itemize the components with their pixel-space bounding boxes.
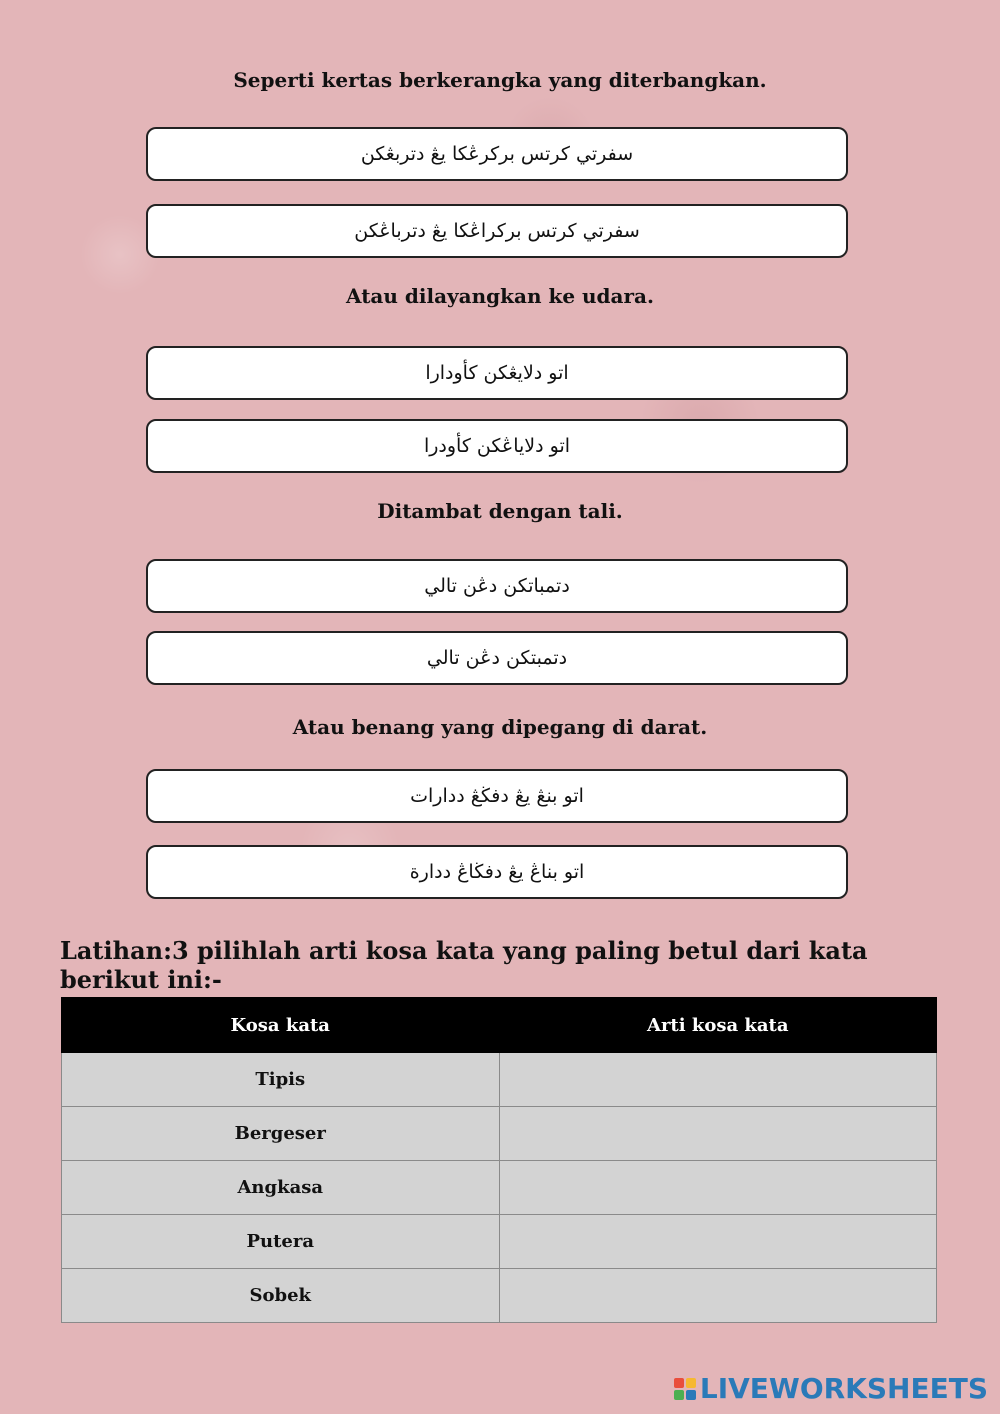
table-row — [62, 1215, 937, 1269]
table-row — [62, 1161, 937, 1215]
logo-tile — [674, 1378, 684, 1388]
vocab-word: Putera — [62, 1215, 500, 1269]
brand-text: LIVEWORKSHEETS — [699, 1372, 988, 1405]
logo-tile — [686, 1378, 696, 1388]
question-1-option-b[interactable]: سفرتي كرتس بركراڠكا يڠ دترباڠكن — [146, 204, 848, 258]
logo-tile — [674, 1390, 684, 1400]
question-3-option-b[interactable]: دتمبتكن دڠن تالي — [146, 631, 848, 685]
vocab-word: Sobek — [62, 1269, 500, 1323]
question-3-prompt: Ditambat dengan tali. — [377, 499, 623, 523]
liveworksheets-logo-icon — [674, 1378, 696, 1400]
question-4-option-a[interactable]: اتو بنڠ يڠ دفڬڠ ددارات — [146, 769, 848, 823]
answer-input[interactable] — [499, 1161, 937, 1215]
column-header-word: Kosa kata — [62, 998, 500, 1053]
table-row — [62, 1107, 937, 1161]
vocab-word: Tipis — [62, 1053, 500, 1107]
table-header-row — [62, 998, 937, 1053]
question-4-prompt: Atau benang yang dipegang di darat. — [292, 715, 708, 739]
question-4-option-b[interactable]: اتو بناڠ يڠ دفڬاڠ ددارة — [146, 845, 848, 899]
liveworksheets-brand — [674, 1372, 988, 1405]
question-1-prompt: Seperti kertas berkerangka yang diterbangkan. — [233, 68, 767, 92]
question-3-option-a[interactable]: دتمباتكن دڠن تالي — [146, 559, 848, 613]
vocab-word: Angkasa — [62, 1161, 500, 1215]
question-2-prompt: Atau dilayangkan ke udara. — [346, 284, 654, 308]
answer-input[interactable] — [499, 1107, 937, 1161]
question-2-option-b[interactable]: اتو دلاياڠكن كأودرا — [146, 419, 848, 473]
answer-input[interactable] — [499, 1053, 937, 1107]
exercise-heading: Latihan:3 pilihlah arti kosa kata yang paling betul dari kata berikut ini:- — [60, 936, 868, 994]
table-row — [62, 1053, 937, 1107]
answer-input[interactable] — [499, 1269, 937, 1323]
question-2-option-a[interactable]: اتو دلايڠكن كأودارا — [146, 346, 848, 400]
answer-input[interactable] — [499, 1215, 937, 1269]
vocab-word: Bergeser — [62, 1107, 500, 1161]
question-1-option-a[interactable]: سفرتي كرتس بركرڠكا يڠ دتربڠكن — [146, 127, 848, 181]
logo-tile — [686, 1390, 696, 1400]
vocab-table — [61, 997, 937, 1323]
column-header-meaning: Arti kosa kata — [499, 998, 937, 1053]
table-row — [62, 1269, 937, 1323]
